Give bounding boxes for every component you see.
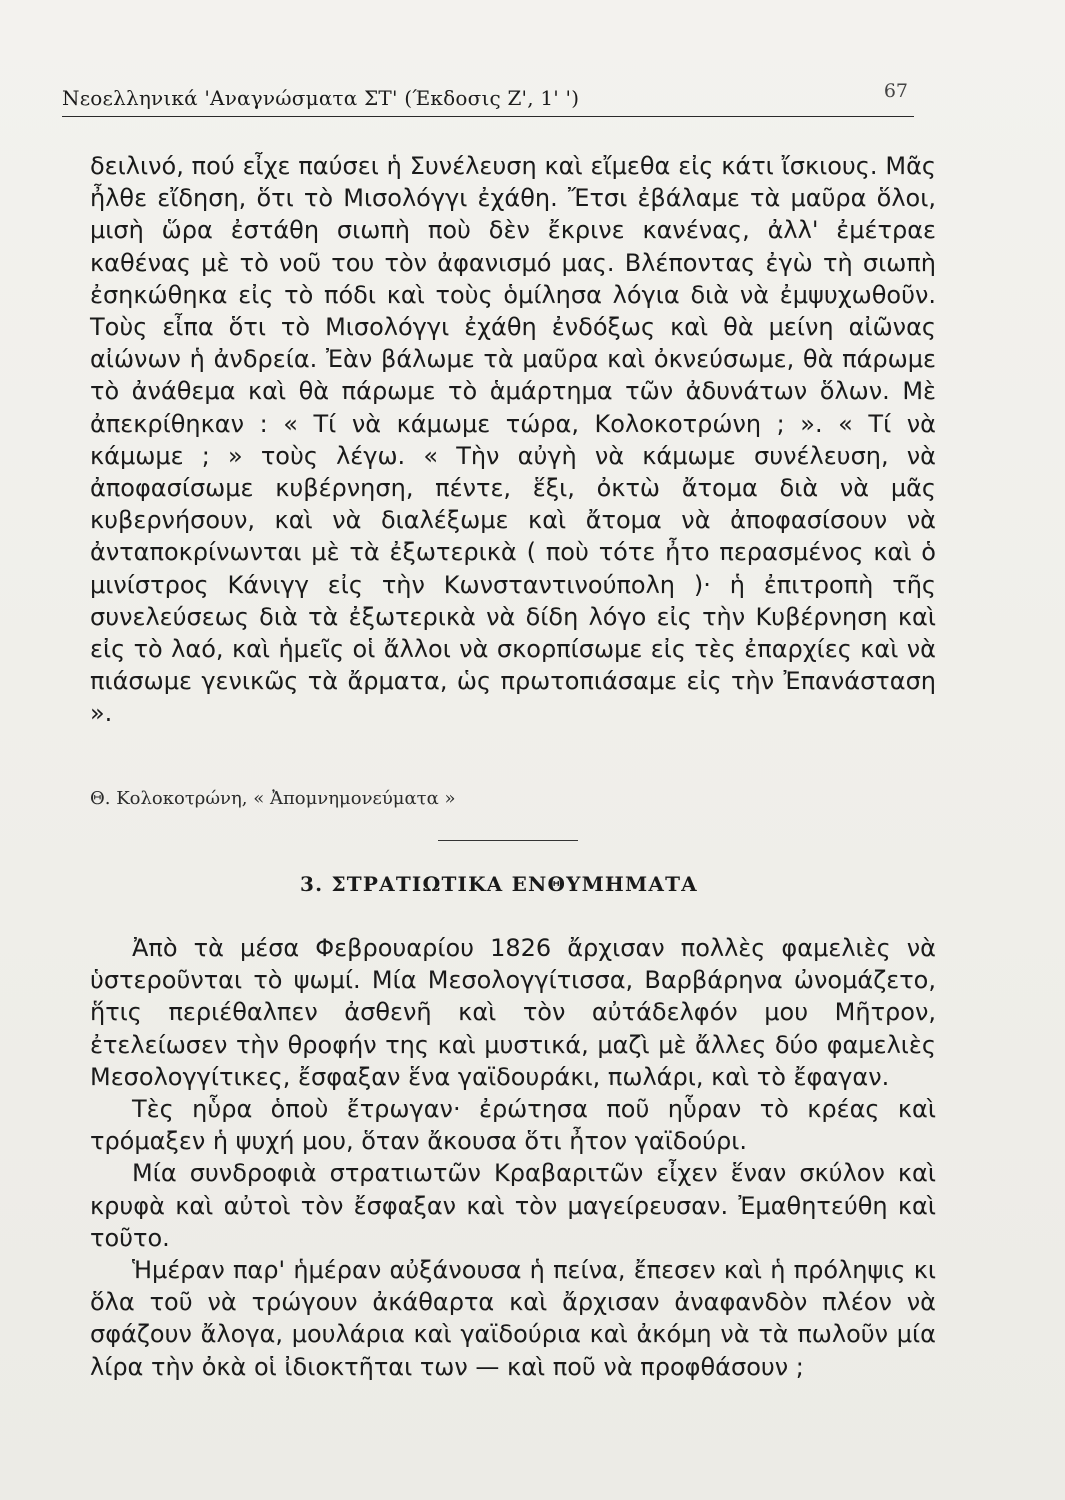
section-body	[90, 932, 936, 1383]
excerpt-body	[90, 150, 936, 730]
running-head-title: Νεοελληνικά 'Αναγνώσματα ΣΤ' (Έκδοσις Ζ', 1' ')	[62, 86, 580, 110]
header-rule	[62, 116, 914, 117]
section-paragraph: Ἡμέραν παρ' ἡμέραν αὐξάνουσα ἡ πείνα, ἔπεσεν καὶ ἡ πρόληψις κι ὅλα τοῦ νὰ τρώγουν ἀκάθαρτα καὶ ἄρχισαν ἀναφανδὸν πλέον νὰ σφάζουν ἄλογα, μουλάρια καὶ γαϊδούρια καὶ ἀκόμη νὰ τὰ πωλοῦν μία λίρα τὴν ὀκὰ οἱ ἰδιοκτῆται των — καὶ ποῦ νὰ προφθάσουν ;	[90, 1256, 936, 1381]
page-number: 67	[883, 80, 908, 102]
section-separator	[438, 840, 578, 841]
section-paragraph: Ἀπὸ τὰ μέσα Φεβρουαρίου 1826 ἄρχισαν πολλὲς φαμελιὲς νὰ ὑστεροῦνται τὸ ψωμί. Μία Μεσολογγίτισσα, Βαρβάρηνα ὠνομάζετο, ἥτις περιέθαλπεν ἀσθενῆ καὶ τὸν αὐτάδελφόν μου Μῆτρον, ἐτελείωσεν τὴν θροφήν της καὶ μυστικά, μαζὶ μὲ ἄλλες δύο φαμελιὲς Μεσολογγίτικες, ἔσφαξαν ἕνα γαϊδουράκι, πωλάρι, καὶ τὸ ἔφαγαν.	[90, 934, 936, 1091]
running-head	[62, 80, 914, 120]
section-paragraph: Μία συνδροφιὰ στρατιωτῶν Κραβαριτῶν εἶχεν ἕναν σκύλον καὶ κρυφὰ καὶ αὐτοὶ τὸν ἔσφαξαν καὶ τὸν μαγείρευσαν. Ἐμαθητεύθη καὶ τοῦτο.	[90, 1159, 936, 1252]
excerpt-attribution: Θ. Κολοκοτρώνη, « Ἀπομνημονεύματα »	[90, 788, 456, 809]
excerpt-paragraph: δειλινό, πού εἶχε παύσει ἡ Συνέλευση καὶ εἴμεθα εἰς κάτι ἴσκιους. Μᾶς ἦλθε εἴδηση, ὅτι τὸ Μισολόγγι ἐχάθη. Ἔτσι ἐβάλαμε τὰ μαῦρα ὅλοι, μισὴ ὥρα ἐστάθη σιωπὴ ποὺ δὲν ἔκρινε κανένας, ἀλλ' ἐμέτραε καθένας μὲ τὸ νοῦ του τὸν ἀφανισμό μας. Βλέποντας ἐγὼ τὴ σιωπὴ ἐσηκώθηκα εἰς τὸ πόδι καὶ τοὺς ὁμίλησα λόγια διὰ νὰ ἐμψυχωθοῦν. Τοὺς εἶπα ὅτι τὸ Μισολόγγι ἐχάθη ἐνδόξως καὶ θὰ μείνη αἰῶνας αἰώνων ἡ ἀνδρεία. Ἐὰν βάλωμε τὰ μαῦρα καὶ ὀκνεύσωμε, θὰ πάρωμε τὸ ἀνάθεμα καὶ θὰ πάρωμε τὸ ἁμάρτημα τῶν ἀδυνάτων ὅλων. Μὲ ἀπεκρίθηκαν : « Τί νὰ κάμωμε τώρα, Κολοκοτρώνη ; ». « Τί νὰ κάμωμε ; » τοὺς λέγω. « Τὴν αὐγὴ νὰ κάμωμε συνέλευση, νὰ ἀποφασίσωμε κυβέρνηση, πέντε, ἕξι, ὀκτὼ ἄτομα διὰ νὰ μᾶς κυβερνήσουν, καὶ νὰ διαλέξωμε καὶ ἄτομα νὰ ἀποφασίσουν νὰ ἀνταποκρίνωνται μὲ τὰ ἐξωτερικὰ ( ποὺ τότε ἦτο περασμένος καὶ ὁ μινίστρος Κάνιγγ εἰς τὴν Κωνσταντινούπολη )· ἡ ἐπιτροπὴ τῆς συνελεύσεως διὰ τὰ ἐξωτερικὰ νὰ δίδη λόγο εἰς τὴν Κυβέρνηση καὶ εἰς τὸ λαό, καὶ ἡμεῖς οἱ ἄλλοι νὰ σκορπίσωμε εἰς τὲς ἐπαρχίες καὶ νὰ πιάσωμε γενικῶς τὰ ἄρματα, ὡς πρωτοπιάσαμε εἰς τὴν Ἐπανάσταση ».	[90, 152, 936, 728]
section-heading: 3. ΣΤΡΑΤΙΩΤΙΚΑ ΕΝΘΥΜΗΜΑΤΑ	[300, 872, 698, 896]
section-paragraph: Τὲς ηὗρα ὁποὺ ἔτρωγαν· ἐρώτησα ποῦ ηὗραν τὸ κρέας καὶ τρόμαξεν ἡ ψυχή μου, ὅταν ἄκουσα ὅτι ἦτον γαϊδούρι.	[90, 1095, 936, 1156]
